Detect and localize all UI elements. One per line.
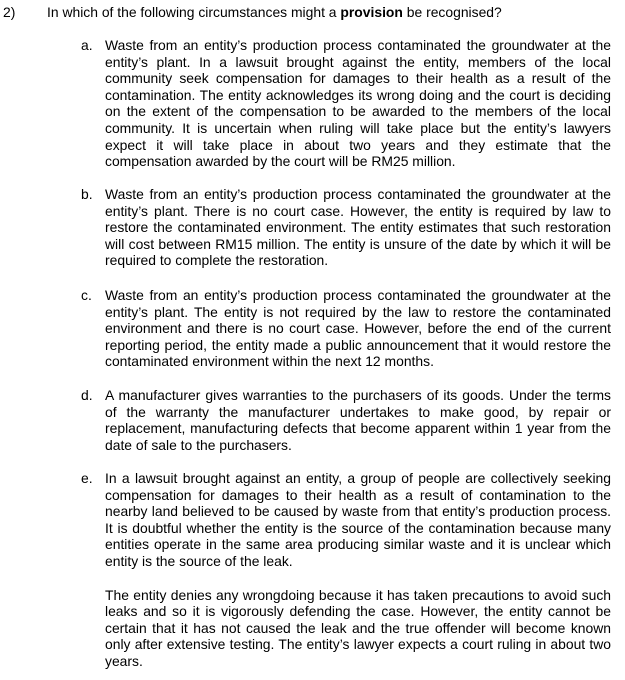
option-paragraph: Waste from an entity’s production process contaminated the groundwater at the entity’s plant. There is no court case. However, the entity is required by law to restore the contaminated environment. The entity estimates that such restoration will cost between RM15 million. The entity is unsure of the date by which it will be required to complete the restoration. [105, 186, 611, 269]
option-letter: c. [81, 287, 92, 303]
option-letter: b. [81, 186, 93, 202]
option-paragraph: In a lawsuit brought against an entity, a group of people are collectively seeking compensation for damages to their health as a result of contamination to the nearby land believed to be caused by waste from that entity’s production process. It is doubtful whether the entity is the source of the contamination because many entities operate in the same area producing similar waste and it is unclear which entity is the source of the leak. [105, 470, 611, 569]
option-body [105, 470, 611, 670]
option-paragraph: A manufacturer gives warranties to the purchasers of its goods. Under the terms of the warranty the manufacturer undertakes to make good, by repair or replacement, manufacturing defects that become apparent within 1 year from the date of sale to the purchasers. [105, 387, 611, 453]
question-text [47, 4, 502, 21]
option-letter: e. [81, 470, 93, 486]
option-letter: a. [81, 37, 93, 53]
option-body [105, 287, 611, 370]
question-text-bold: provision [340, 4, 403, 20]
question-text-after: be recognised? [402, 4, 502, 20]
option-body [105, 37, 611, 170]
question-number: 2) [3, 4, 16, 20]
option-paragraph: Waste from an entity’s production process contaminated the groundwater at the entity’s plant. The entity is not required by the law to restore the contaminated environment and there is no court case. However, before the end of the current reporting period, the entity made a public announcement that it would restore the contaminated environment within the next 12 months. [105, 287, 611, 370]
option-body [105, 387, 611, 453]
question-text-before: In which of the following circumstances might a [47, 4, 341, 20]
option-letter: d. [81, 387, 93, 403]
option-body [105, 186, 611, 269]
question-header [0, 4, 625, 24]
option-paragraph: The entity denies any wrongdoing because it has taken precautions to avoid such leaks and so it is vigorously defending the case. However, the entity cannot be certain that it has not caused the leak and the true offender will become known only after extensive testing. The entity’s lawyer expects a court ruling in about two years. [105, 586, 611, 669]
option-paragraph: Waste from an entity’s production process contaminated the groundwater at the entity’s plant. In a lawsuit brought against the entity, members of the local community seek compensation for damages to their health as a result of the contamination. The entity acknowledges its wrong doing and the court is deciding on the extent of the compensation to be awarded to the members of the local community. It is uncertain when ruling will take place but the entity’s lawyers expect it will take place in about two years and they estimate that the compensation awarded by the court will be RM25 million. [105, 37, 611, 170]
